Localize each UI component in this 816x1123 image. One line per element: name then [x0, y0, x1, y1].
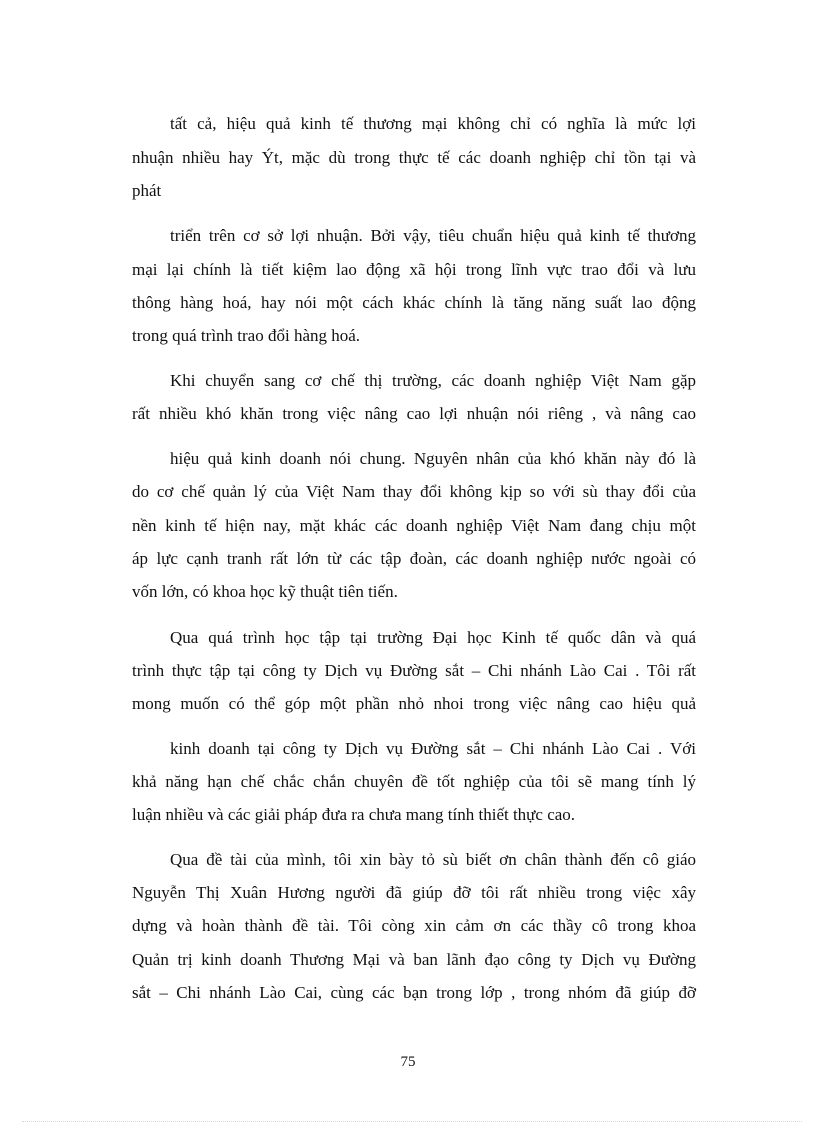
text-line: nền kinh tế hiện nay, mặt khác các doanh nghiệp Việt Nam đang chịu một — [132, 516, 696, 535]
page-bottom-divider — [22, 1121, 802, 1122]
text-line: khả năng hạn chế chắc chắn chuyên đề tốt nghiệp của tôi sẽ mang tính lý — [132, 772, 696, 791]
text-line: thông hàng hoá, hay nói một cách khác chính là tăng năng suất lao động — [132, 293, 696, 312]
text-line: hiệu quả kinh doanh nói chung. Nguyên nhân của khó khăn này đó là — [170, 449, 696, 468]
text-line: tất cả, hiệu quả kinh tế thương mại không chỉ có nghĩa là mức lợi — [170, 114, 696, 133]
text-line: phát — [132, 181, 162, 200]
text-line: mong muốn có thể góp một phần nhỏ nhoi trong việc nâng cao hiệu quả — [132, 694, 696, 713]
text-line: do cơ chế quản lý của Việt Nam thay đổi không kịp so với sù thay đổi của — [132, 482, 696, 501]
text-line: Nguyễn Thị Xuân Hương người đã giúp đỡ tôi rất nhiều trong việc xây — [132, 883, 696, 902]
text-line: Quản trị kinh doanh Thương Mại và ban lãnh đạo công ty Dịch vụ Đường — [132, 950, 696, 969]
text-line: triển trên cơ sở lợi nhuận. Bởi vậy, tiêu chuẩn hiệu quả kinh tế thương — [170, 226, 696, 245]
page-number: 75 — [400, 1054, 416, 1070]
text-line: vốn lớn, có khoa học kỹ thuật tiên tiến. — [132, 582, 398, 601]
text-line: Qua đề tài của mình, tôi xin bày tỏ sù biết ơn chân thành đến cô giáo — [170, 850, 696, 869]
text-line: trình thực tập tại công ty Dịch vụ Đường sắt – Chi nhánh Lào Cai . Tôi rất — [132, 661, 696, 680]
text-line: Qua quá trình học tập tại trường Đại học Kinh tế quốc dân và quá — [170, 628, 696, 647]
text-line: nhuận nhiều hay Ýt, mặc dù trong thực tế các doanh nghiệp chỉ tồn tại và — [132, 148, 696, 167]
text-line: kinh doanh tại công ty Dịch vụ Đường sắt – Chi nhánh Lào Cai . Với — [170, 739, 696, 758]
text-line: Khi chuyển sang cơ chế thị trường, các doanh nghiệp Việt Nam gặp — [170, 371, 696, 390]
text-line: dựng và hoàn thành đề tài. Tôi còng xin cảm ơn các thầy cô trong khoa — [132, 916, 696, 935]
text-line: rất nhiều khó khăn trong việc nâng cao lợi nhuận nói riêng , và nâng cao — [132, 404, 696, 423]
text-line: sắt – Chi nhánh Lào Cai, cùng các bạn trong lớp , trong nhóm đã giúp đỡ — [132, 983, 696, 1002]
text-line: trong quá trình trao đổi hàng hoá. — [132, 326, 361, 345]
text-line: luận nhiều và các giải pháp đưa ra chưa mang tính thiết thực cao. — [132, 805, 576, 824]
text-line: mại lại chính là tiết kiệm lao động xã hội trong lĩnh vực trao đổi và lưu — [132, 260, 696, 279]
text-line: áp lực cạnh tranh rất lớn từ các tập đoàn, các doanh nghiệp nước ngoài có — [132, 549, 696, 568]
